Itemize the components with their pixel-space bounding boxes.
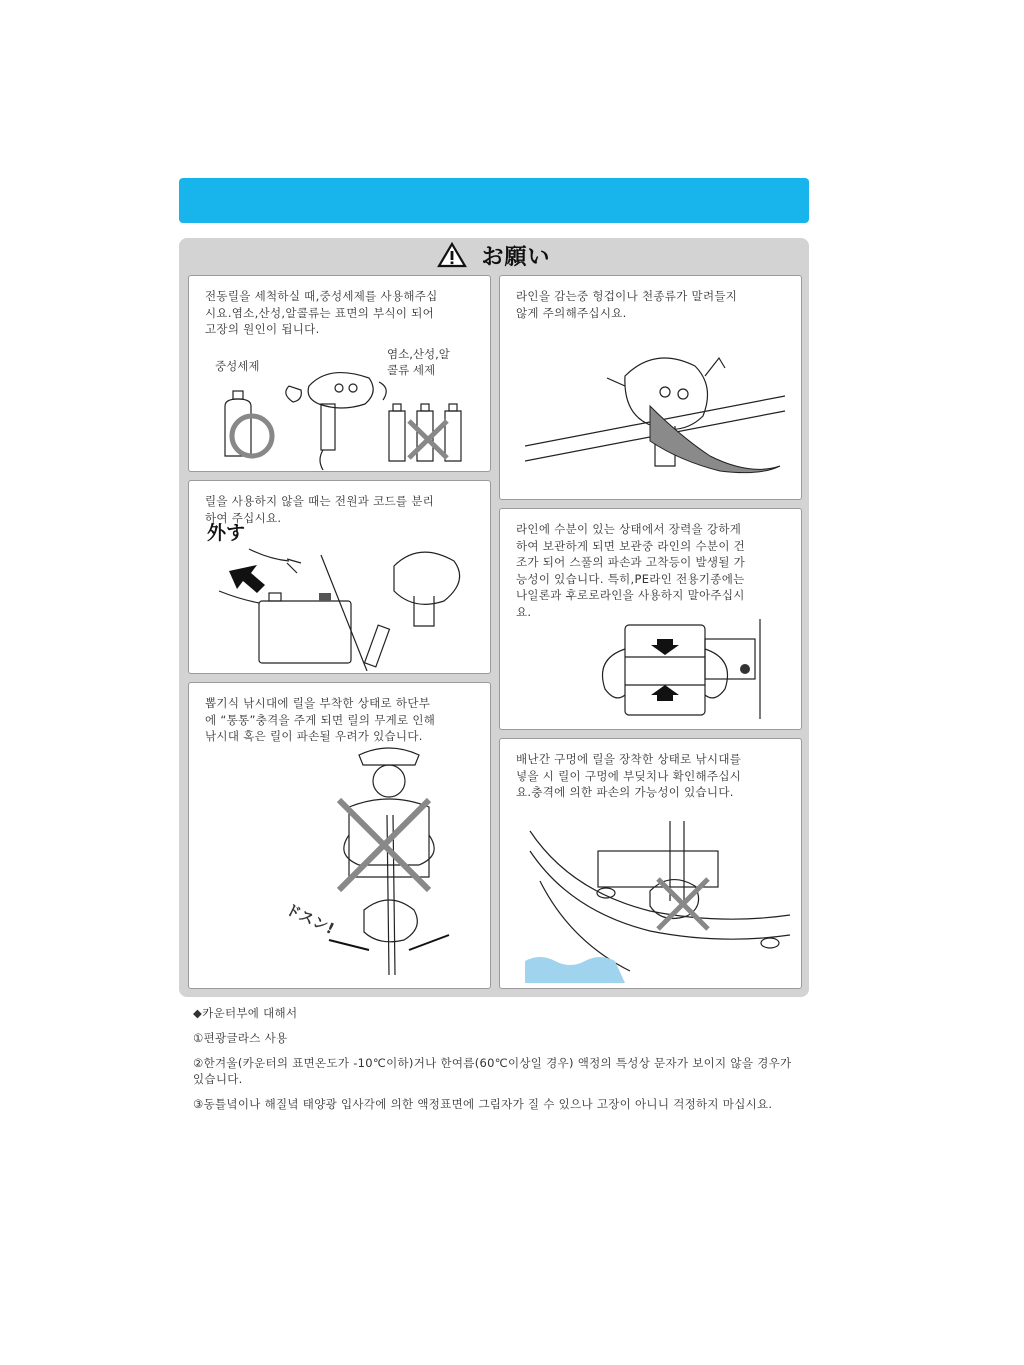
moisture-illustration [585,619,785,724]
panel-line-debris [499,275,802,500]
note-item-2: ②한겨울(카운터의 표면온도가 -10℃이하)거나 한여름(60℃이상일 경우) 액정의 특성상 문자가 보이지 않을 경우가 있습니다. [193,1056,792,1086]
harsh-bottles-icon [389,404,461,461]
header-accent-bar [179,178,809,223]
warning-header [179,238,809,272]
power-illustration [199,541,489,671]
arrow-down-icon [651,639,679,655]
panel-power-text: 릴을 사용하지 않을 때는 전원과 코드를 분리 하여 주십시요. [205,494,435,525]
panel-line-debris-text: 라인을 감는중 헝겁이나 천종류가 말려들지 않게 주의해주십시요. [516,289,738,320]
panel-rod-shock-text: 뽑기식 낚시대에 릴을 부착한 상태로 하단부 에 “통통”충격을 주게 되면 릴의 무게로 인해 낚시대 혹은 릴이 파손될 우려가 있습니다. [205,696,436,743]
ok-circle-icon [232,416,272,456]
panel-moisture-text: 라인에 수분이 있는 상태에서 장력을 강하게 하여 보관하게 되면 보관중 라인의 수분이 건 조가 되어 스풀의 파손과 고착등이 발생될 가 능성이 있습니다. 특히,PE라인 전용기종에는 나일론과 후로로라인을 사용하지 말아주십시 요. [516,522,746,619]
arrow-up-icon [651,685,679,701]
panel-moisture [499,508,802,730]
reel-power-icon [365,552,460,667]
water-icon [525,957,625,983]
panel-cleaning-text: 전동릴을 세척하실 때,중성세제를 사용해주십 시요.염소,산성,알콜류는 표면의 부식이 되어 고장의 원인이 됩니다. [205,289,438,336]
hole-illustration [520,821,795,983]
warning-triangle-icon [437,242,467,268]
panel-hole-text: 배난간 구멍에 릴을 장착한 상태로 낚시대를 넣을 시 릴이 구멍에 부딪치나 확인해주십시 요.충격에 의한 파손의 가능성이 있습니다. [516,752,742,799]
counter-notes [193,1005,793,1121]
rod-shock-illustration [309,745,469,985]
arrow-up-left-icon [229,565,265,593]
label-neutral-detergent: 중성세제 [215,359,260,373]
notes-heading: ◆카운터부에 대해서 [193,1006,298,1020]
reel-character-icon [286,373,386,470]
warning-frame [179,238,809,997]
ng-cross-icon [409,421,447,458]
cleaning-illustration [209,346,489,471]
panel-hole [499,738,802,989]
page-title: お願い [481,244,551,270]
note-item-1: ①편광글라스 사용 [193,1031,288,1045]
disconnect-tag: 外す [207,522,246,544]
panel-rod-shock [188,682,491,989]
panel-power [188,480,491,674]
panel-cleaning [188,275,491,472]
impact-sound-label: ドスン! [282,899,338,939]
label-harsh-detergent: 염소,산성,알 콜류 세제 [387,347,450,377]
note-item-3: ③동틀녘이나 해질녘 태양광 입사각에 의한 액정표면에 그림자가 질 수 있으나 고장이 아니니 걱정하지 마십시요. [193,1097,773,1111]
angler-icon [344,748,434,975]
line-debris-illustration [525,346,795,496]
